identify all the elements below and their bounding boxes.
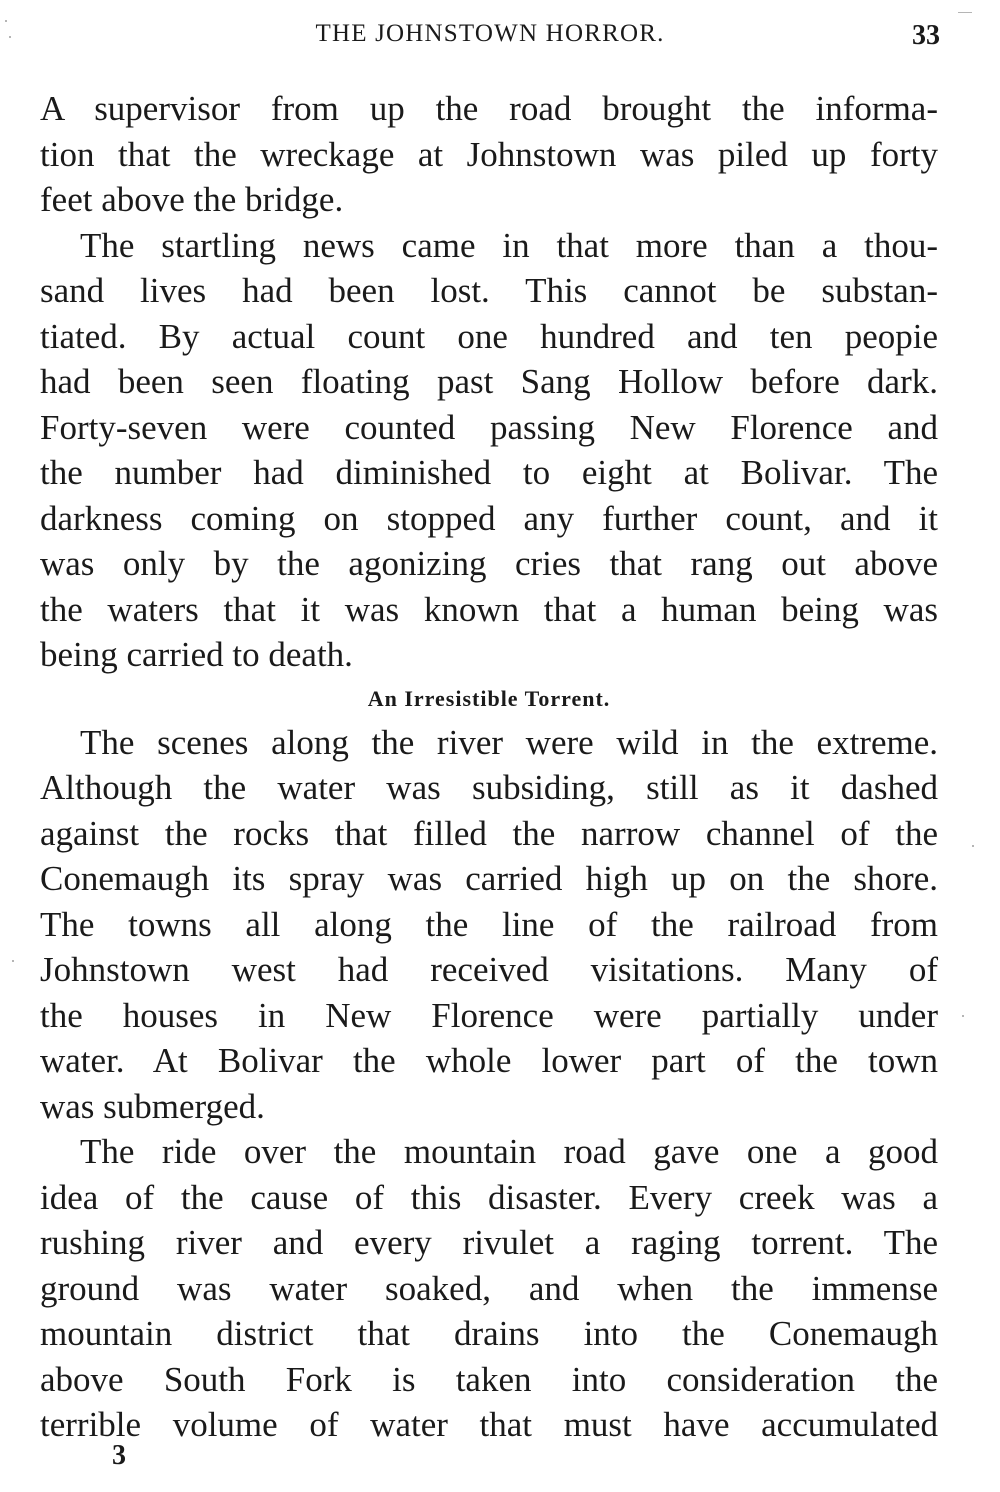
text-line: sand lives had been lost. This cannot be substan-	[40, 271, 938, 310]
text-line: A supervisor from up the road brought the informa-	[40, 89, 938, 128]
scan-speck	[972, 845, 974, 847]
text-line: feet above the bridge.	[40, 180, 344, 219]
text-line: being carried to death.	[40, 635, 353, 674]
text-line: water. At Bolivar the whole lower part of the town	[40, 1041, 938, 1080]
text-line: Conemaugh its spray was carried high up on the shore.	[40, 859, 938, 898]
text-line: idea of the cause of this disaster. Every creek was a	[40, 1177, 938, 1217]
text-line: darkness coming on stopped any further count, and it	[40, 498, 938, 538]
text-line: ground was water soaked, and when the immense	[40, 1268, 938, 1308]
text-line: tion that the wreckage at Johnstown was piled up forty	[40, 134, 938, 174]
text-line: The scenes along the river were wild in the extreme.	[80, 722, 938, 762]
text-line: The startling news came in that more than a thou-	[80, 225, 938, 265]
page-number: 33	[912, 20, 940, 51]
text-line: tiated. By actual count one hundred and ten peopie	[40, 316, 938, 356]
signature-mark: 3	[112, 1440, 126, 1471]
text-line: Johnstown west had received visitations. Many of	[40, 950, 938, 989]
scan-speck	[9, 36, 11, 38]
scan-speck	[962, 1015, 964, 1017]
running-title: THE JOHNSTOWN HORROR.	[315, 20, 665, 47]
text-line: was submerged.	[40, 1086, 265, 1126]
scan-speck	[5, 20, 7, 22]
text-line: above South Fork is taken into consideration the	[40, 1359, 938, 1399]
body-text	[40, 86, 938, 1448]
text-line: Although the water was subsiding, still as it dashed	[40, 768, 938, 807]
text-line: against the rocks that filled the narrow channel of the	[40, 813, 938, 853]
text-line: the number had diminished to eight at Bolivar. The	[40, 453, 938, 492]
section-heading: An Irresistible Torrent.	[367, 685, 611, 711]
scan-speck	[958, 12, 972, 13]
text-line: The ride over the mountain road gave one a good	[80, 1132, 938, 1171]
text-line: had been seen floating past Sang Hollow before dark.	[40, 362, 938, 401]
text-line: was only by the agonizing cries that rang out above	[40, 544, 938, 583]
text-line: The towns all along the line of the railroad from	[40, 904, 938, 944]
text-line: mountain district that drains into the Conemaugh	[40, 1314, 938, 1353]
running-head	[40, 14, 940, 54]
text-line: the waters that it was known that a human being was	[40, 589, 938, 629]
text-line: terrible volume of water that must have accumulated	[40, 1405, 938, 1444]
text-line: Forty-seven were counted passing New Florence and	[40, 407, 938, 447]
text-line: the houses in New Florence were partially under	[40, 995, 938, 1035]
scan-speck	[12, 960, 14, 962]
text-line: rushing river and every rivulet a raging torrent. The	[40, 1223, 938, 1262]
